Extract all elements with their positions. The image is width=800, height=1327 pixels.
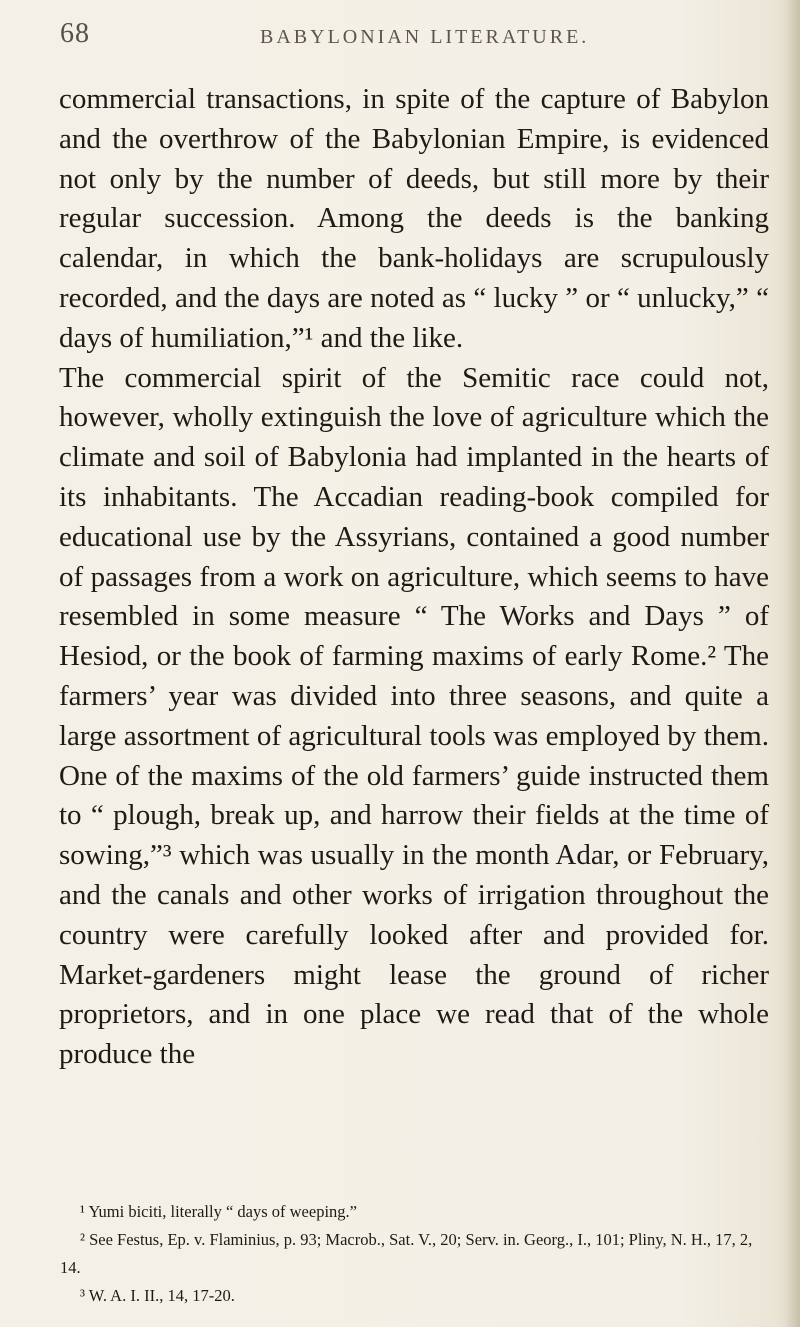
- paragraph: The commercial spirit of the Semitic race could not, however, wholly extinguish the love of agriculture which the climate and soil of Babylonia had implanted in the hearts of its inhabitants. The Accadian reading-book compiled for educational use by the Assyrians, contained a good number of passages from a work on agriculture, which seems to have resembled in some measure “ The Works and Days ” of Hesiod, or the book of farming maxims of early Rome.² The farmers’ year was divided into three seasons, and quite a large assortment of agricultural tools was employed by them. One of the maxims of the old farmers’ guide instructed them to “ plough, break up, and harrow their fields at the time of sowing,”³ which was usually in the month Adar, or February, and the canals and other works of irrigation throughout the country were carefully looked after and provided for. Market-gardeners might lease the ground of richer proprietors, and in one place we read that of the whole produce the: [59, 361, 769, 1071]
- page-number: 68: [60, 18, 90, 49]
- paragraph: commercial transactions, in spite of the capture of Babylon and the overthrow of the Babylonian Empire, is evidenced not only by the number of deeds, but still more by their regular succession. Among the deeds is the banking calendar, in which the bank-holidays are scrupulously recorded, and the days are noted as “ lucky ” or “ unlucky,” “ days of humiliation,”¹ and the like.: [59, 83, 769, 354]
- footnote: ³ W. A. I. II., 14, 17-20.: [80, 1286, 235, 1305]
- page-edge-shadow: [786, 0, 800, 1327]
- footnote: ¹ Yumi biciti, literally “ days of weeping.”: [80, 1202, 357, 1221]
- running-title: BABYLONIAN LITERATURE.: [260, 26, 590, 48]
- footnotes: [60, 1198, 770, 1310]
- body-text: [59, 80, 769, 1075]
- footnote: ² See Festus, Ep. v. Flaminius, p. 93; Macrob., Sat. V., 20; Serv. in. Georg., I., 101; Pliny, N. H., 17, 2, 14.: [60, 1230, 753, 1277]
- running-head: [60, 18, 760, 58]
